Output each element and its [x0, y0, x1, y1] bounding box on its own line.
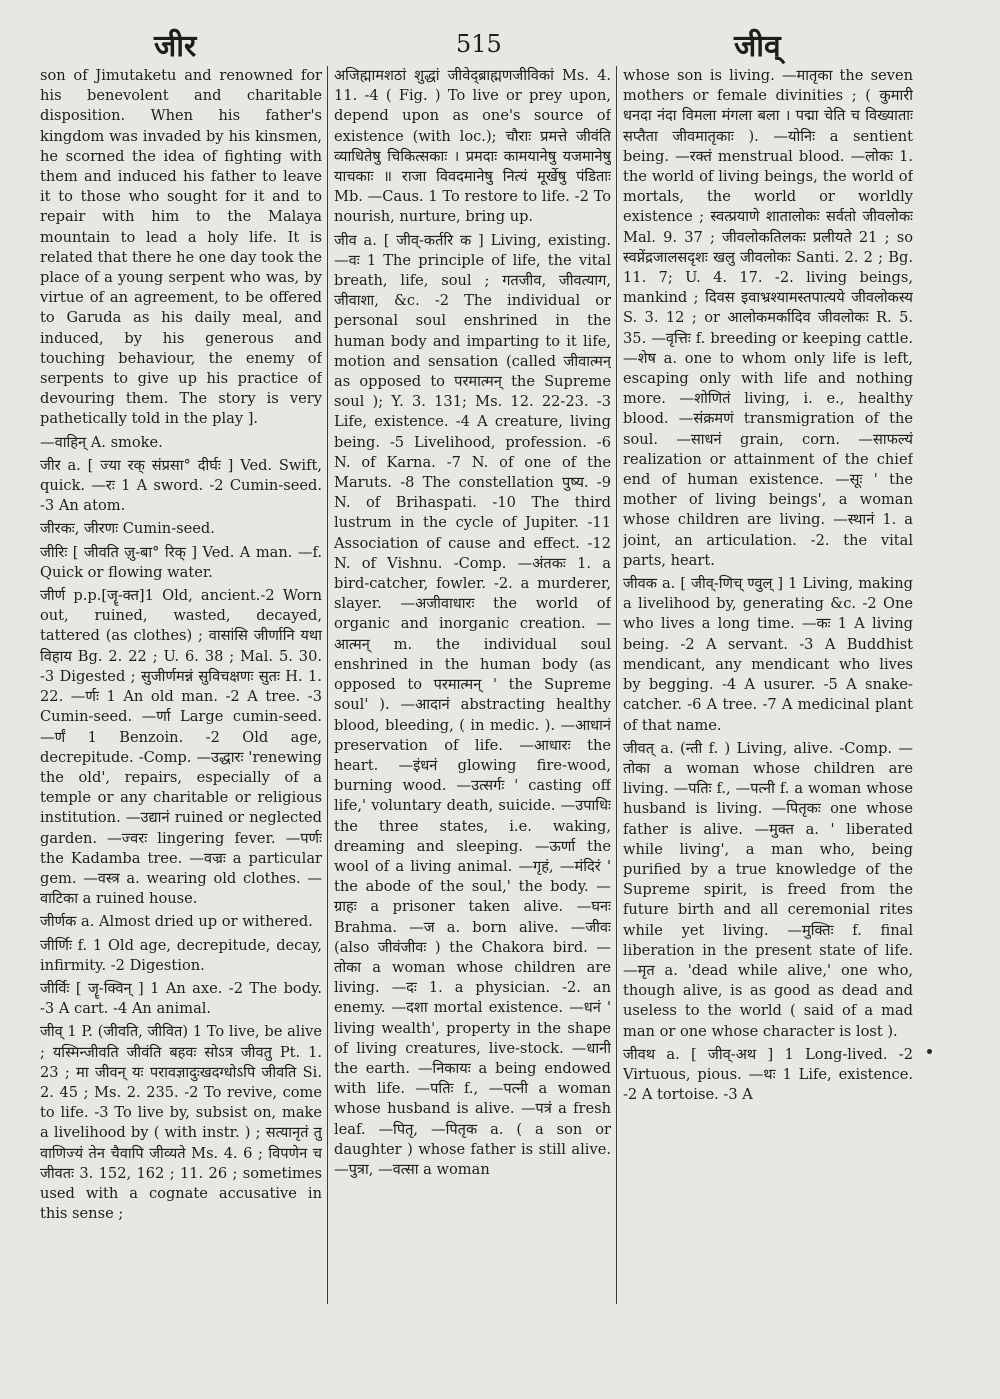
entry-text: जीर a. [ ज्या रक् संप्रसा° दीर्घः ] Ved. Swift, quick. —रः 1 A sword. -2 Cumin-seed. -3 An atom. [40, 456, 322, 515]
entry-text: जीर्विः [ जॄ-क्विन् ] 1 An axe. -2 The body. -3 A cart. -4 An animal. [40, 979, 322, 1018]
entry-text: whose son is living. —मातृका the seven mothers or female divinities ; ( कुमारी धनदा नंदा विमला मंगला बला । पद्मा चेति च विख्याताः सप्तैता जीवमातृकाः ). —योनिः a sentient being. —रक्तं menstrual blood. —लोकः 1. the world of living beings, the world of mortals, the world or worldly existence ; स्वत्प्रयाणे शातालोकः सर्वतो जीवलोकः Mal. 9. 37 ; जीवलोकतिलकः प्रलीयते 21 ; so स्वप्नेंद्रजालसदृशः खलु जीवलोकः Santi. 2. 2 ; Bg. 11. 7; U. 4. 17. -2. living beings, mankind ; दिवस इवाभ्रश्यामस्तपात्यये जीवलोकस्य S. 3. 12 ; or आलोकमर्कादिव जीवलोकः R. 5. 35. —वृत्तिः f. breeding or keeping cattle. —शेष a. one to whom only life is left, escaping only with life and nothing more. —शोणितं living, i. e., healthy blood. —संक्रमणं transmigration of the soul. —साधनं grain, corn. —साफल्यं realization or attainment of the chief end of human existence. —सूः ' the mother of living beings', a woman whose children are living. —स्थानं 1. a joint, an articulation. -2. the vital parts, heart. [623, 67, 913, 569]
right-headword: जीव् [734, 29, 781, 64]
entry-text: जीव् 1 P. (जीवति, जीवित) 1 To live, be alive ; यस्मिन्जीवति जीवंति बहवः सोऽत्र जीवतु Pt. 1. 23 ; मा जीवन् यः परावज्ञादुःखदग्धोऽपि जीवति Si. 2. 45 ; Ms. 2. 235. -2 To revive, come to life. -3 To live by, subsist on, make a livelihood by ( with instr. ) ; सत्यानृतं तु वाणिज्यं तेन चैवापि जीव्यते Ms. 4. 6 ; विपणेन च जीवतः 3. 152, 162 ; 11. 26 ; sometimes used with a cognate accusative in this sense ; [40, 1023, 322, 1223]
column-divider [327, 66, 328, 1304]
entry-text: जीवत् a. (न्ती f. ) Living, alive. -Comp. —तोका a woman whose children are living. —पतिः f., —पत्नी f. a woman whose husband is living. —पितृकः one whose father is alive. —मुक्त a. ' liberated while living', a man who, being purified by a true knowledge of the Supreme spirit, is freed from the future birth and all ceremonial rites while yet living. —मुक्तिः f. final liberation in the present state of life. —मृत a. 'dead while alive,' one who, though alive, is as good as dead and useless to the world ( said of a mad man or one whose character is lost ). [623, 739, 913, 1040]
entry-text: जीर्णिः f. 1 Old age, decrepitude, decay, infirmity. -2 Digestion. [40, 936, 322, 974]
entry-text: अजिह्मामशठां शुद्धां जीवेद्ब्राह्मणजीविकां Ms. 4. 11. -4 ( Fig. ) To live or prey upon, depend upon as one's source of existence (with loc.); चौराः प्रमत्ते जीवंति व्याधितेषु चिकित्सकाः । प्रमदाः कामयानेषु यजमानेषु याचकाः ॥ राजा विवदमानेषु नित्यं मूर्खेषु पंडिताः Mb. —Caus. 1 To restore to life. -2 To nourish, nurture, bring up. [334, 67, 611, 226]
entry-text: son of Jimutaketu and renowned for his benevolent and charitable disposition. When his father's kingdom was invaded by his kinsmen, he scorned the idea of fighting with them and induced his father to leave it to those who sought for it and to repair with him to the Malaya mountain to lead a holy life. It is related that there he one day took the place of a young serpent who was, by virtue of an agreement, to be offered to Garuda as his daily meal, and induced, by his generous and touching behaviour, the enemy of serpents to give up his practice of devouring them. The story is very pathetically told in the play ]. [40, 67, 322, 428]
ink-dot [927, 1049, 932, 1054]
column-2 [334, 66, 611, 1316]
left-headword: जीर [154, 29, 197, 64]
entry-text: जीर्ण p.p.[जॄ-क्त]1 Old, ancient.-2 Worn out, ruined, wasted, decayed, tattered (as clothes) ; वासांसि जीर्णानि यथा विहाय Bg. 2. 22 ; U. 6. 38 ; Mal. 5. 30. -3 Digested ; सुजीर्णमन्नं सुविचक्षणः सुतः H. 1. 22. —र्णः 1 An old man. -2 A tree. -3 Cumin-seed. —र्णा Large cumin-seed. —र्णं 1 Benzoin. -2 Old age, decrepitude. -Comp. —उद्धारः 'renewing the old', repairs, especially of a temple or any charitable or religious institution. —उद्यानं ruined or neglected garden. —ज्वरः lingering fever. —पर्णः the Kadamba tree. —वज्रः a particular gem. —वस्त्र a. wearing old clothes. —वाटिका a ruined house. [40, 587, 322, 908]
entry-text: —वाहिन् A. smoke. [40, 433, 163, 451]
page-number: 515 [456, 30, 502, 58]
entry-text: जीवक a. [ जीव्-णिच् ण्वुल् ] 1 Living, making a livelihood by, generating &c. -2 One who lives a long time. —कः 1 A living being. -2 A servant. -3 A Buddhist mendicant, any mendicant who lives by begging. -4 A usurer. -5 A snake-catcher. -6 A tree. -7 A medicinal plant of that name. [623, 575, 913, 734]
column-1 [40, 66, 322, 1316]
entry-text: जीरिः [ जीवति ज़ु-बा° रिक् ] Ved. A man. —f. Quick or flowing water. [40, 543, 322, 581]
entry-text: जीर्णक a. Almost dried up or withered. [40, 913, 313, 931]
entry-text: जीवथ a. [ जीव्-अथ ] 1 Long-lived. -2 Virtuous, pious. —थः 1 Life, existence. -2 A tortoise. -3 A [623, 1045, 913, 1104]
column-divider [616, 66, 617, 1304]
page-header [0, 18, 1000, 66]
column-3 [623, 66, 913, 1316]
entry-text: जीव a. [ जीव्-कर्तरि क ] Living, existing. —वः 1 The principle of life, the vital breath, life, soul ; गतजीव, जीवत्याग, जीवाशा, &c. -2 The individual or personal soul enshrined in the human body and imparting to it life, motion and sensation (called जीवात्मन् as opposed to परमात्मन् the Supreme soul ); Y. 3. 131; Ms. 12. 22-23. -3 Life, existence. -4 A creature, living being. -5 Livelihood, profession. -6 N. of Karna. -7 N. of one of the Maruts. -8 The constellation पुष्य. -9 N. of Brihaspati. -10 The third lustrum in the cycle of Jupiter. -11 Association of cause and effect. -12 N. of Vishnu. -Comp. —अंतकः 1. a bird-catcher, fowler. -2. a murderer, slayer. —अजीवाधारः the world of organic and inorganic creation. —आत्मन् m. the individual soul enshrined in the human body (as opposed to परमात्मन् ' the Supreme soul' ). —आदानं abstracting healthy blood, bleeding, ( in medic. ). —आधानं preservation of life. —आधारः the heart. —इंधनं glowing fire-wood, burning wood. —उत्सर्गः ' casting off life,' voluntary death, suicide. —उपाधिः the three states, i.e. waking, dreaming and sleeping. —ऊर्णा the wool of a living animal. —गृहं, —मंदिरं ' the abode of the soul,' the body. —ग्राहः a prisoner taken alive. —घनः Brahma. —ज a. born alive. —जीवः (also जीवंजीवः ) the Chakora bird. —तोका a woman whose children are living. —दः 1. a physician. -2. an enemy. —दशा mortal existence. —धनं ' living wealth', property in the shape of living creatures, live-stock. —धानी the earth. —निकायः a being endowed with life. —पतिः f., —पत्नी a woman whose husband is alive. —पत्रं a fresh leaf. —पितृ, —पितृक a. ( a son or daughter ) whose father is still alive. —पुत्रा, —वत्सा a woman [334, 231, 611, 1178]
entry-text: जीरकः, जीरणः Cumin-seed. [40, 520, 215, 538]
